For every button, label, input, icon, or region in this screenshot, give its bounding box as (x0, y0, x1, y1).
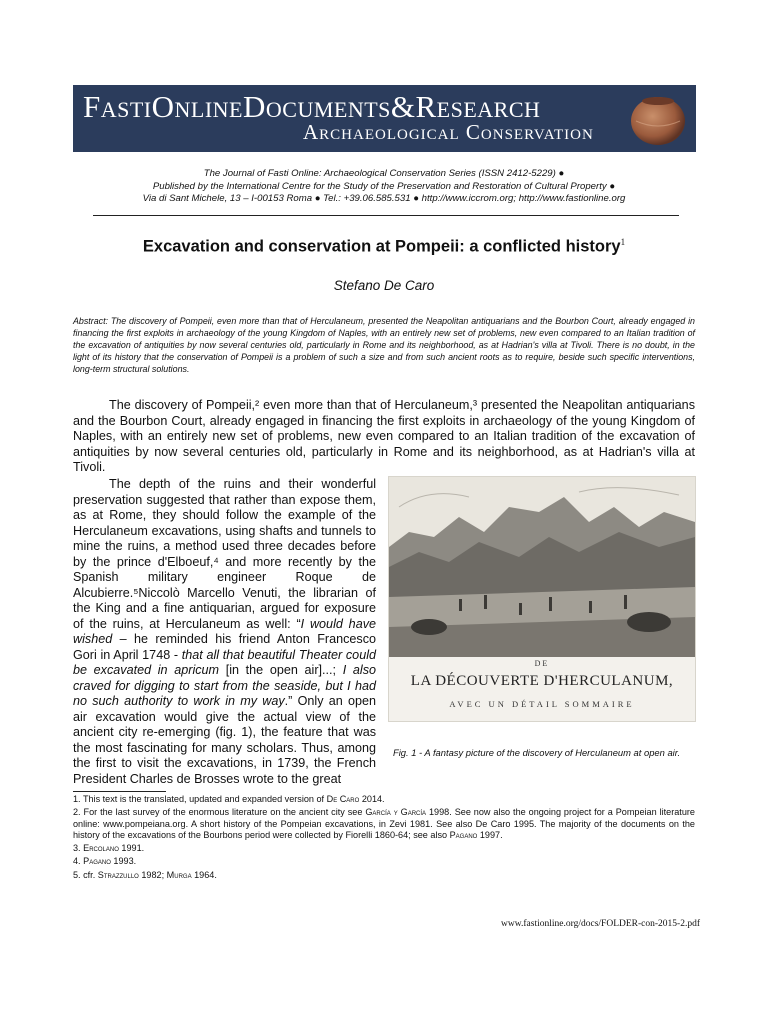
engraving-illustration (389, 477, 695, 657)
footnote-ref-author: Murga (166, 869, 192, 880)
figure-engraving (388, 476, 696, 722)
footer-url[interactable]: www.fastionline.org/docs/FOLDER-con-2015-2.pdf (501, 919, 700, 929)
header-divider (93, 215, 679, 216)
footnote-divider (73, 791, 166, 792)
journal-line: Via di Sant Michele, 13 – I-00153 Roma ● Tel.: +39.06.585.531 ● http://www.iccrom.org; http://www.fastionline.org (142, 193, 626, 204)
article-title (60, 237, 708, 257)
footnote-text: 1964. (191, 869, 217, 880)
footnote-1 (73, 794, 695, 806)
footnote-ref-author: Pagano (83, 856, 111, 867)
footnote-text: 1998. See now also the ongoing project for a Pompeian literature online: www.pompeiana.org. A short history of the Pompeian excavations, in Zevi 1981. See also De Caro 1995. The majority of the documents on the history of the excavations of the Bourbons period were collected by Fiorelli 1860-64; see also (73, 807, 695, 841)
article-title-text: Excavation and conservation at Pompeii: a conflicted history (142, 237, 621, 256)
abstract: Abstract: The discovery of Pompeii, even more than that of Herculaneum, presented the Neapolitan antiquarians and the Bourbon Court, already engaged in financing the first exploits in archaeology of the young Kingdom of Naples, with an entirely new set of problems, new even compared to an Italian tradition of the excavation of antiquities by now several centuries old, particularly in Rome and its neighborhood, as at Hadrian's villa at Tivoli. There is no doubt, in the light of its history that the conservation of Pompeii is a problem of such a size and from such ancient roots as to require, beside such specific interventions, long-term structural solutions. (73, 316, 695, 374)
body-text: [in the open air]...; (219, 663, 343, 677)
engraving-de: DE (534, 659, 550, 668)
footnote-text: 2. For the last survey of the enormous literature on the ancient city see (73, 807, 366, 818)
footnote-text: 3. (73, 843, 84, 854)
banner-title: FastiOnlineDocuments&Research (83, 89, 541, 124)
footnote-ref-author: Strazzullo (97, 869, 139, 880)
footnote-text: 4. (73, 856, 84, 867)
article-author: Stefano De Caro (333, 278, 435, 293)
footnote-text: 1982; (138, 869, 167, 880)
body-quote: I also craved for digging to start from the seaside, but I had no such authority to work in my way (73, 663, 376, 708)
footnote-4 (73, 856, 695, 868)
body-paragraph (73, 477, 376, 787)
body-quote: I would have wished (73, 616, 376, 646)
journal-line: Published by the International Centre for the Study of the Preservation and Restoration of Cultural Property ● (152, 180, 616, 192)
figure-caption: Fig. 1 - A fantasy picture of the discovery of Herculaneum at open air. (393, 747, 681, 758)
footnote-ref-author: Ercolano (83, 843, 119, 854)
journal-info (100, 168, 668, 206)
body-quote: that all that beautiful Theater could be excavated in apricum (73, 647, 376, 677)
body-text: .” Only an open air excavation would give the actual view of the ancient city re-emerging (fig. 1), the feature that was the most fascinating for many scholars. Thus, among the first to visit the excavations, in 1739, the French President Charles de Brosses wrote to the great (73, 694, 377, 786)
footnotes (73, 794, 695, 883)
footnote-ref-author: De Caro (326, 794, 360, 804)
body-text: The depth of the ruins and their wonderful preservation suggested that rather than expose them, as at Rome, they should follow the example of the Herculaneum excavations, using shafts and tunnels to mine the ruins, a method used three decades before by the prince d'Elboeuf,⁴ and more recently by the Spanish military engineer Roque de Alcubierre.⁵Niccolò Marcello Venuti, the librarian of the King and a fine antiquarian, argued for exposure of the ruins, at Herculaneum as well: “ (73, 477, 376, 631)
title-note-ref: 1 (620, 237, 626, 247)
engraving-title: LA DÉCOUVERTE D'HERCULANUM, (410, 673, 674, 689)
footnote-3 (73, 843, 695, 855)
footnote-text: 2014. (359, 794, 385, 804)
banner-subtitle: Archaeological Conservation (303, 120, 594, 144)
engraving-subtitle: AVEC UN DÉTAIL SOMMAIRE (449, 699, 635, 709)
vase-logo-icon (628, 91, 688, 147)
footnote-text: 1991. (118, 843, 145, 854)
journal-banner (73, 85, 696, 152)
body-text: – he reminded his friend Anton Francesco Gori in April 1748 - (73, 632, 376, 662)
footnote-2 (73, 807, 695, 842)
footnote-text: 1. This text is the translated, updated and expanded version of (73, 794, 327, 804)
intro-paragraph: The discovery of Pompeii,² even more than that of Herculaneum,³ presented the Neapolitan antiquarians and the Bourbon Court, already engaged in financing the first exploits in archaeology of the young Kingdom of Naples, with an entirely new set of problems, new even compared to an Italian tradition of the excavation of antiquities by now several centuries old, particularly in Rome and its neighborhood, as at Hadrian's villa at Tivoli. (73, 398, 695, 474)
footnote-ref-author: García y García (365, 807, 427, 818)
footnote-text: 1997. (477, 830, 503, 841)
footnote-5 (73, 870, 695, 882)
footnote-text: 1993. (110, 856, 137, 867)
footnote-text: 5. cfr. (73, 869, 98, 880)
footnote-ref-author: Pagano (449, 830, 478, 841)
journal-line: The Journal of Fasti Online: Archaeological Conservation Series (ISSN 2412-5229) ● (203, 168, 565, 179)
